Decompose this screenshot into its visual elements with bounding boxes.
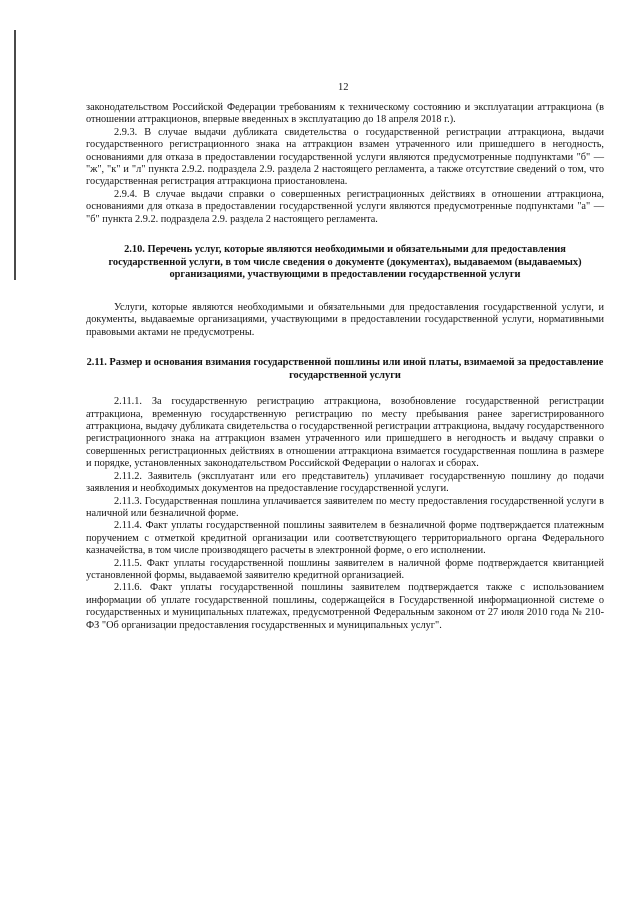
paragraph-2-9-4: 2.9.4. В случае выдачи справки о совершенных регистрационных действиях в отношении аттракциона, основаниями для отказа в предоставлении государственной услуги являются предусмотренные подпунктами "а" — "б" пункта 2.9.2. подраздела 2.9. раздела 2 настоящего регламента. <box>86 188 604 225</box>
paragraph-2-10: Услуги, которые являются необходимыми и обязательными для предоставления государственной услуги, и документы, выдаваемые организациями, участвующими в предоставлении государственной услуги, нормативными правовыми актами не предусмотрены. <box>86 301 604 338</box>
section-heading-2-10: 2.10. Перечень услуг, которые являются необходимыми и обязательными для предоставления государственной услуги, в том числе сведения о документе (документах), выдаваемом (выдаваемых) организациями, участвующими в предоставлении государственной услуги <box>108 244 582 281</box>
paragraph-2-11-5: 2.11.5. Факт уплаты государственной пошлины заявителем в наличной форме подтверждается квитанцией установленной формы, выдаваемой заявителю кредитной организацией. <box>86 557 604 581</box>
section-heading-2-11: 2.11. Размер и основания взимания государственной пошлины или иной платы, взимаемой за предоставление государственной услуги <box>86 357 604 381</box>
page-number: 12 <box>338 82 349 93</box>
paragraph-continuation: законодательством Российской Федерации требованиям к техническому состоянию и эксплуатации аттракциона (в отношении аттракционов, впервые введенных в эксплуатацию до 18 апреля 2018 г.). <box>86 102 604 126</box>
paragraph-2-11-3: 2.11.3. Государственная пошлина уплачивается заявителем по месту предоставления государственной услуги в наличной или безналичной форме. <box>86 495 604 519</box>
paragraph-2-11-4: 2.11.4. Факт уплаты государственной пошлины заявителем в безналичной форме подтверждается платежным поручением с отметкой кредитной организации или соответствующего территориального органа Федерального казначейства, в том числе производящего расчеты в электронной форме, о его исполнении. <box>86 520 604 557</box>
scan-edge-mark <box>14 30 16 280</box>
paragraph-2-9-3: 2.9.3. В случае выдачи дубликата свидетельства о государственной регистрации аттракциона, выдачи государственного регистрационного знака на аттракцион взамен утраченного или пришедшего в негодность, основаниями для отказа в предоставлении государственной услуги являются предусмотренные подпунктами "б" — "ж", "к" и "л" пункта 2.9.2. подраздела 2.9. раздела 2 настоящего регламента, а также отсутствие сведений о том, что государственная регистрация аттракциона приостановлена. <box>86 126 604 188</box>
paragraph-2-11-1: 2.11.1. За государственную регистрацию аттракциона, возобновление государственной регистрации аттракциона, временную государственную регистрацию по месту пребывания ранее зарегистрированного аттракциона, выдачу дубликата свидетельства о государственной регистрации аттракциона, выдачу государственного регистрационного знака на аттракцион взамен утраченного или пришедшего в негодность и выдачу справки о совершенных регистрационных действиях в отношении аттракциона взимается государственная пошлина в размере и порядке, установленных законодательством Российской Федерации о налогах и сборах. <box>86 396 604 470</box>
paragraph-2-11-2: 2.11.2. Заявитель (эксплуатант или его представитель) уплачивает государственную пошлину до подачи заявления и необходимых документов на предоставление государственной услуги. <box>86 470 604 495</box>
paragraph-2-11-6: 2.11.6. Факт уплаты государственной пошлины заявителем подтверждается также с использованием информации об уплате государственной пошлины, содержащейся в Государственной информационной системе о государственных и муниципальных платежах, предусмотренной Федеральным законом от 27 июля 2010 года № 210-ФЗ "Об организации предоставления государственных и муниципальных услуг". <box>86 582 604 631</box>
document-body <box>86 102 604 632</box>
